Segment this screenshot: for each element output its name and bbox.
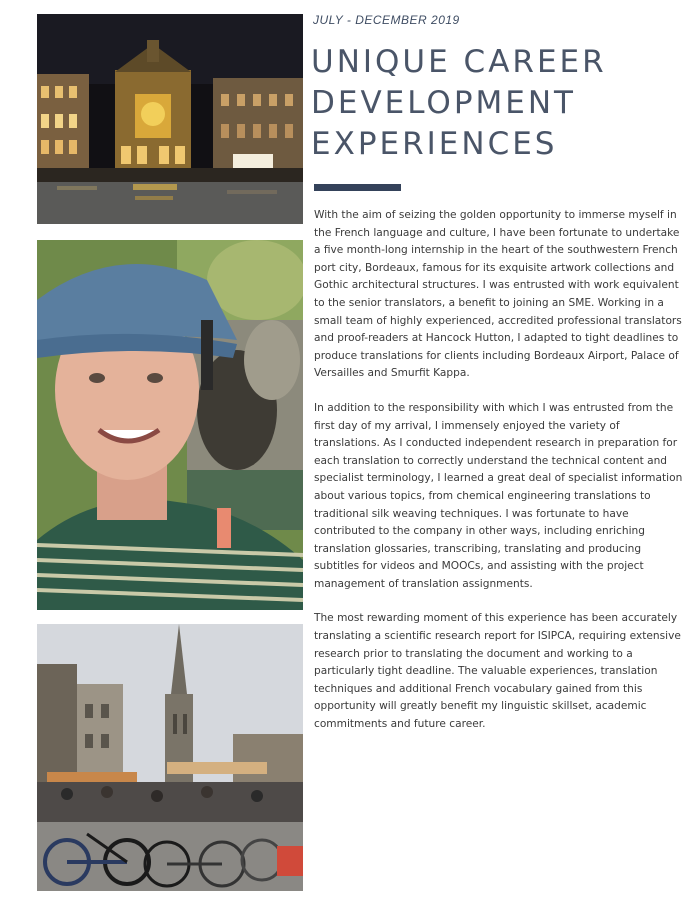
date-range: JULY - DECEMBER 2019 bbox=[313, 13, 460, 27]
title-line: UNIQUE CAREER bbox=[311, 44, 607, 80]
selfie-photo bbox=[37, 240, 303, 610]
paragraph: In addition to the responsibility with which I was entrusted from the first day of my arrival, I immensely enjoyed the variety of translations. As I conducted independent research in preparation for each translation to correctly understand the technical content and specialist terminology, I learned a great deal of specialist information about various topics, from chemical engineering translations to traditional silk weaving techniques. I was fortunate to have contributed to the company in other ways, including enriching translation glossaries, transcribing, translating and producing subtitles for videos and MOOCs, and assisting with the project management of translation assignments. bbox=[314, 401, 683, 590]
street-spire-photo bbox=[37, 624, 303, 891]
page-title bbox=[311, 42, 681, 165]
title-line: DEVELOPMENT bbox=[311, 85, 576, 121]
paragraph: The most rewarding moment of this experience has been accurately translating a scientific research report for ISIPCA, requiring extensive research prior to translating the document and working to a particularly tight deadline. The valuable experiences, translation techniques and additional French vocabulary gained from this opportunity will greatly benefit my linguistic skillset, academic commitments and future career. bbox=[314, 612, 681, 731]
bordeaux-night-photo bbox=[37, 14, 303, 224]
title-underline-rule bbox=[314, 184, 401, 191]
title-line: EXPERIENCES bbox=[311, 126, 558, 162]
paragraph: With the aim of seizing the golden opportunity to immerse myself in the French language and culture, I have been fortunate to undertake a five month-long internship in the heart of the southwestern French port city, Bordeaux, famous for its exquisite artwork collections and Gothic architectural structures. I was entrusted with work equivalent to the senior translators, a benefit to joining an SME. Working in a small team of highly experienced, accredited professional translators and proof-readers at Hancock Hutton, I adapted to tight deadlines to produce translations for clients including Bordeaux Airport, Palace of Versailles and Smurfit Kappa. bbox=[314, 209, 682, 380]
article-body bbox=[314, 207, 686, 751]
